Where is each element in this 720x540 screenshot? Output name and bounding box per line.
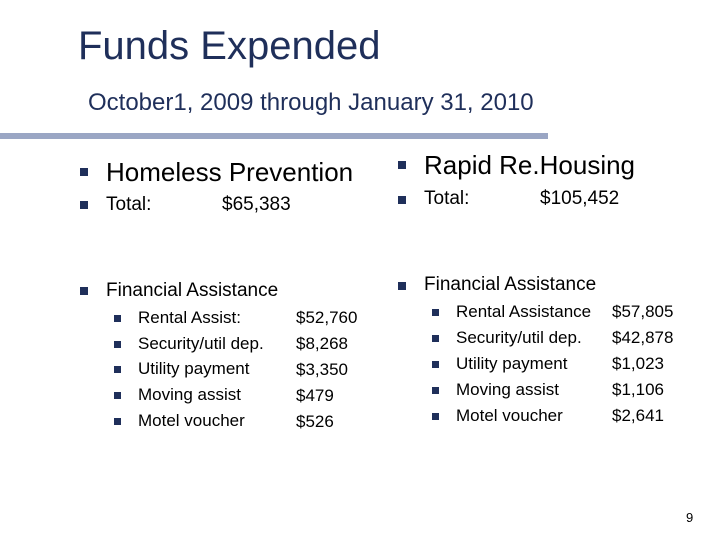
item-label: Moving assist bbox=[456, 380, 559, 399]
item-value: $1,023 bbox=[612, 354, 664, 373]
item-label: Motel voucher bbox=[456, 406, 563, 425]
title-rule bbox=[0, 133, 548, 139]
slide-title: Funds Expended bbox=[78, 24, 381, 68]
square-bullet-icon bbox=[432, 335, 439, 342]
item-value: $1,106 bbox=[612, 380, 664, 399]
square-bullet-icon bbox=[432, 361, 439, 368]
slide-subtitle: October1, 2009 through January 31, 2010 bbox=[88, 89, 534, 116]
square-bullet-icon bbox=[398, 282, 406, 290]
item-label: Rental Assist: bbox=[138, 308, 241, 327]
item-value: $8,268 bbox=[296, 334, 348, 353]
item-label: Security/util dep. bbox=[138, 334, 264, 353]
square-bullet-icon bbox=[114, 315, 121, 322]
square-bullet-icon bbox=[80, 287, 88, 295]
item-label: Security/util dep. bbox=[456, 328, 582, 347]
item-label: Utility payment bbox=[138, 359, 250, 378]
item-value: $2,641 bbox=[612, 406, 664, 425]
page-number: 9 bbox=[686, 510, 694, 525]
square-bullet-icon bbox=[398, 196, 406, 204]
left-fa-label: Financial Assistance bbox=[106, 280, 279, 301]
square-bullet-icon bbox=[398, 161, 406, 169]
right-total-label: Total: bbox=[424, 188, 470, 209]
item-value: $57,805 bbox=[612, 302, 674, 321]
item-label: Moving assist bbox=[138, 385, 241, 404]
left-heading: Homeless Prevention bbox=[106, 157, 354, 187]
item-value: $52,760 bbox=[296, 308, 358, 327]
right-total-value: $105,452 bbox=[540, 188, 620, 209]
square-bullet-icon bbox=[432, 387, 439, 394]
item-label: Motel voucher bbox=[138, 411, 245, 430]
square-bullet-icon bbox=[80, 201, 88, 209]
item-label: Utility payment bbox=[456, 354, 568, 373]
square-bullet-icon bbox=[80, 168, 88, 176]
left-total-value: $65,383 bbox=[222, 194, 291, 215]
square-bullet-icon bbox=[114, 418, 121, 425]
square-bullet-icon bbox=[432, 413, 439, 420]
right-heading: Rapid Re.Housing bbox=[424, 150, 636, 180]
item-value: $3,350 bbox=[296, 360, 348, 379]
square-bullet-icon bbox=[432, 309, 439, 316]
square-bullet-icon bbox=[114, 392, 121, 399]
square-bullet-icon bbox=[114, 366, 121, 373]
item-value: $42,878 bbox=[612, 328, 674, 347]
right-fa-label: Financial Assistance bbox=[424, 274, 597, 295]
left-total-label: Total: bbox=[106, 194, 152, 215]
square-bullet-icon bbox=[114, 341, 121, 348]
item-label: Rental Assistance bbox=[456, 302, 592, 321]
item-value: $479 bbox=[296, 386, 334, 405]
item-value: $526 bbox=[296, 412, 334, 431]
